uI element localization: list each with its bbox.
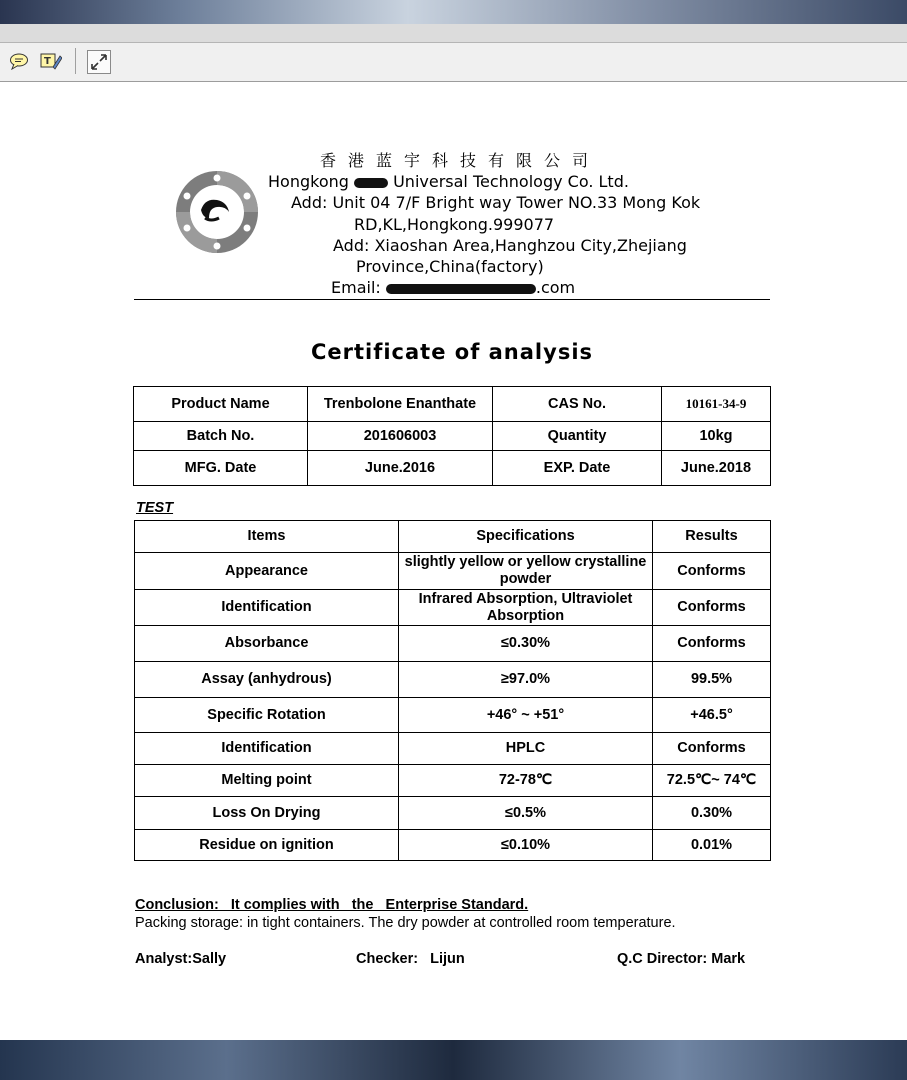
product-info-table	[133, 386, 771, 486]
desktop-background-strip-bottom	[0, 1040, 907, 1080]
table-row	[134, 422, 771, 451]
desktop-background-strip	[0, 0, 907, 24]
quantity-value: 10kg	[662, 422, 771, 451]
item-result: 0.01%	[653, 830, 771, 861]
factory-address-line2: Province,China(factory)	[356, 257, 544, 276]
item-specification: Infrared Absorption, Ultraviolet Absorption	[399, 590, 653, 626]
item-name: Residue on ignition	[135, 830, 399, 861]
item-name: Melting point	[135, 765, 399, 797]
company-name-prefix: Hongkong	[268, 172, 349, 191]
product-name-value: Trenbolone Enanthate	[308, 387, 493, 422]
batch-value: 201606003	[308, 422, 493, 451]
item-specification: +46° ~ +51°	[399, 698, 653, 733]
mfg-date-value: June.2016	[308, 451, 493, 486]
company-logo	[175, 170, 259, 254]
qc-director-signature: Q.C Director: Mark	[617, 951, 746, 967]
company-name-english	[268, 172, 629, 191]
text-edit-button[interactable]	[40, 50, 62, 72]
letterhead-divider	[134, 299, 770, 300]
table-row	[135, 698, 771, 733]
svg-text:T: T	[44, 56, 51, 67]
header-specifications: Specifications	[399, 521, 653, 553]
comment-icon	[9, 52, 29, 70]
comment-button[interactable]	[8, 50, 30, 72]
hongkong-address-line1: Add: Unit 04 7/F Bright way Tower NO.33 Mong Kok	[291, 193, 701, 212]
item-name: Loss On Drying	[135, 797, 399, 830]
table-row	[135, 626, 771, 662]
hongkong-address-line2: RD,KL,Hongkong.999077	[354, 215, 555, 234]
item-name: Appearance	[135, 553, 399, 590]
item-result: Conforms	[653, 626, 771, 662]
item-result: 72.5℃~ 74℃	[653, 765, 771, 797]
table-row	[134, 451, 771, 486]
expand-icon	[90, 53, 108, 71]
email-domain-suffix: .com	[535, 278, 576, 297]
exp-date-label: EXP. Date	[493, 451, 662, 486]
item-result: Conforms	[653, 553, 771, 590]
table-row	[135, 553, 771, 590]
exp-date-value: June.2018	[662, 451, 771, 486]
header-items: Items	[135, 521, 399, 553]
table-row	[135, 830, 771, 861]
text-edit-icon	[40, 51, 62, 71]
test-results-table	[134, 520, 771, 861]
item-specification: slightly yellow or yellow crystalline powder	[399, 553, 653, 590]
item-name: Assay (anhydrous)	[135, 662, 399, 698]
table-row	[134, 387, 771, 422]
factory-address-line1: Add: Xiaoshan Area,Hanghzou City,Zhejiang	[333, 236, 687, 255]
item-result: Conforms	[653, 590, 771, 626]
mfg-date-label: MFG. Date	[134, 451, 308, 486]
item-name: Identification	[135, 590, 399, 626]
item-specification: ≤0.10%	[399, 830, 653, 861]
document-title: Certificate of analysis	[310, 340, 594, 364]
item-result: Conforms	[653, 733, 771, 765]
item-specification: HPLC	[399, 733, 653, 765]
item-name: Identification	[135, 733, 399, 765]
quantity-label: Quantity	[493, 422, 662, 451]
item-specification: 72-78℃	[399, 765, 653, 797]
item-result: 0.30%	[653, 797, 771, 830]
expand-button[interactable]	[87, 50, 111, 74]
email-label: Email:	[331, 278, 381, 297]
table-row	[135, 733, 771, 765]
toolbar-separator	[75, 48, 76, 74]
item-specification: ≤0.30%	[399, 626, 653, 662]
toolbar-band	[0, 24, 907, 43]
checker-signature: Checker: Lijun	[356, 951, 465, 967]
table-row	[135, 590, 771, 626]
item-name: Specific Rotation	[135, 698, 399, 733]
table-header-row	[135, 521, 771, 553]
cas-value: 10161-34-9	[662, 387, 771, 422]
item-result: +46.5°	[653, 698, 771, 733]
cas-label: CAS No.	[493, 387, 662, 422]
redacted-text	[354, 178, 388, 188]
email-line	[331, 278, 575, 297]
conclusion-text: Conclusion: It complies with the Enterprise Standard.	[135, 897, 529, 913]
redacted-email	[386, 284, 536, 294]
viewer-toolbar	[0, 24, 907, 82]
product-name-label: Product Name	[134, 387, 308, 422]
packing-storage-text: Packing storage: in tight containers. The dry powder at controlled room temperature.	[135, 915, 676, 931]
batch-label: Batch No.	[134, 422, 308, 451]
table-row	[135, 765, 771, 797]
test-section-label: TEST	[136, 500, 174, 516]
company-name-chinese: 香港蓝宇科技有限公司	[320, 151, 601, 170]
item-name: Absorbance	[135, 626, 399, 662]
company-name-suffix: Universal Technology Co. Ltd.	[393, 172, 629, 191]
table-row	[135, 797, 771, 830]
item-result: 99.5%	[653, 662, 771, 698]
table-row	[135, 662, 771, 698]
analyst-signature: Analyst:Sally	[135, 951, 227, 967]
item-specification: ≤0.5%	[399, 797, 653, 830]
item-specification: ≥97.0%	[399, 662, 653, 698]
header-results: Results	[653, 521, 771, 553]
